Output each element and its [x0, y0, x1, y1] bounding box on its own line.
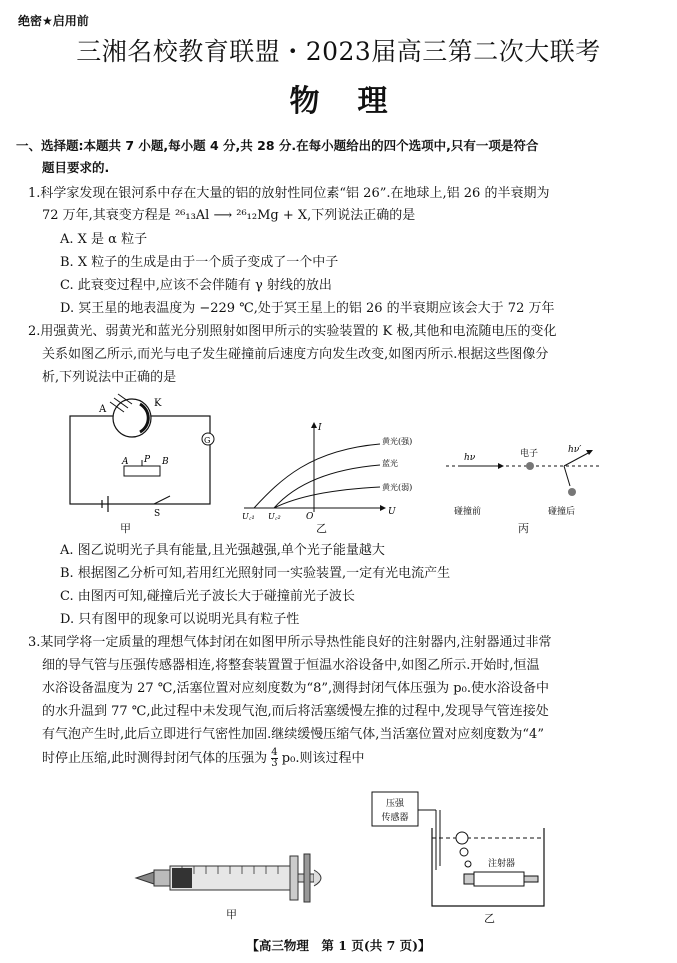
label-I: I	[318, 423, 322, 433]
fig-yi-caption: 乙	[316, 522, 327, 535]
label-Uc2: U꜀₂	[268, 512, 281, 520]
fig-bing-caption: 丙	[518, 522, 529, 535]
q1-stem-line2: 72 万年,其衰变方程是 ²⁶₁₃Al ⟶ ²⁶₁₂Mg + X,下列说法正确的是	[42, 208, 416, 223]
label-S: S	[154, 509, 161, 519]
label-strong-yellow: 黄光(强)	[382, 437, 413, 446]
q3-stem-line6	[42, 748, 364, 769]
q2-stem-line2: 关系如图乙所示,而光与电子发生碰撞前后速度方向发生改变,如图丙所示.根据这些图像分	[42, 347, 549, 362]
label-before: 碰撞前	[454, 507, 482, 517]
q1-option-c: C. 此衰变过程中,应该不会伴随有 γ 射线的放出	[60, 278, 332, 293]
q3-line6-text-a: 时停止压缩,此时测得封闭气体的压强为	[42, 751, 268, 766]
label-a: A	[122, 457, 129, 467]
q3-figure-jia-syringe	[132, 848, 362, 908]
q3-figure-yi-apparatus	[366, 788, 556, 918]
frac-numerator: 4	[271, 747, 278, 758]
label-electron: 电子	[520, 449, 539, 459]
q1-option-d: D. 冥王星的地表温度为 −229 ℃,处于冥王星上的铝 26 的半衰期应该会大于 72 万年	[60, 301, 555, 316]
q2-option-a: A. 图乙说明光子具有能量,且光强越强,单个光子能量越大	[60, 543, 385, 558]
label-after: 碰撞后	[548, 507, 576, 517]
confidential-mark: 绝密★启用前	[18, 14, 89, 28]
label-hv: hν	[464, 453, 476, 463]
q2-figure-bing-collision	[440, 440, 610, 520]
label-P: P	[144, 455, 151, 465]
page-footer: 【高三物理 第 1 页(共 7 页)】	[246, 938, 431, 953]
q3-stem-line2: 细的导气管与压强传感器相连,将整套装置置于恒温水浴设备中,如图乙所示.开始时,恒温	[42, 658, 540, 673]
q2-option-d: D. 只有图甲的现象可以说明光具有粒子性	[60, 612, 300, 627]
label-U: U	[388, 507, 396, 517]
q3-fig-yi-caption: 乙	[484, 912, 495, 925]
q3-stem-line3: 水浴设备温度为 27 ℃,活塞位置对应刻度数为“8”,测得封闭气体压强为 p₀.使水浴设备中	[42, 681, 549, 696]
label-A: A	[99, 404, 107, 415]
label-syringe: 注射器	[488, 859, 516, 869]
label-K: K	[154, 398, 162, 409]
q3-stem-line4: 的水升温到 77 ℃,此过程中未发现气泡,而后将活塞缓慢左推的过程中,发现导气管连接处	[42, 704, 549, 719]
label-hv-prime: hν′	[568, 445, 582, 455]
label-Uc1: U꜀₁	[242, 512, 255, 520]
frac-denominator: 3	[271, 758, 278, 769]
label-blue: 蓝光	[382, 459, 398, 468]
q1-option-b: B. X 粒子的生成是由于一个质子变成了一个中子	[60, 255, 339, 270]
label-G: G	[204, 436, 211, 445]
fraction-four-thirds	[271, 748, 277, 769]
q2-figure-yi-graph	[240, 420, 430, 520]
q2-figure-jia-circuit	[62, 392, 222, 520]
section-instruction-line1: 一、选择题:本题共 7 小题,每小题 4 分,共 28 分.在每小题给出的四个选项中,只有一项是符合	[16, 138, 539, 153]
q3-fig-jia-caption: 甲	[226, 908, 237, 921]
subject-title: 物理	[289, 84, 426, 119]
exam-title: 三湘名校教育联盟・2023届高三第二次大联考	[76, 37, 601, 66]
q3-stem-line1: 3.某同学将一定质量的理想气体封闭在如图甲所示导热性能良好的注射器内,注射器通过非常	[28, 635, 552, 650]
q2-stem-line1: 2.用强黄光、弱黄光和蓝光分别照射如图甲所示的实验装置的 K 极,其他和电流随电压的变化	[28, 324, 557, 339]
label-sensor-1: 压强	[385, 799, 405, 809]
label-weak-yellow: 黄光(弱)	[382, 483, 413, 492]
label-O: O	[306, 512, 314, 520]
q2-option-c: C. 由图丙可知,碰撞后光子波长大于碰撞前光子波长	[60, 589, 355, 604]
q2-option-b: B. 根据图乙分析可知,若用红光照射同一实验装置,一定有光电流产生	[60, 566, 451, 581]
label-sensor-2: 传感器	[381, 813, 409, 823]
q2-stem-line3: 析,下列说法中正确的是	[42, 370, 177, 385]
label-b: B	[162, 457, 169, 467]
section-instruction-line2: 题目要求的.	[42, 160, 110, 175]
q3-line6-text-b: p₀.则该过程中	[281, 751, 365, 766]
q1-option-a: A. X 是 α 粒子	[60, 232, 148, 247]
fig-jia-caption: 甲	[120, 522, 131, 535]
q3-stem-line5: 有气泡产生时,此后立即进行气密性加固.继续缓慢压缩气体,当活塞位置对应刻度数为“4”	[42, 727, 544, 742]
q1-stem-line1: 1.科学家发现在银河系中存在大量的铝的放射性同位素“铝 26”.在地球上,铝 26 的半衰期为	[28, 186, 550, 201]
